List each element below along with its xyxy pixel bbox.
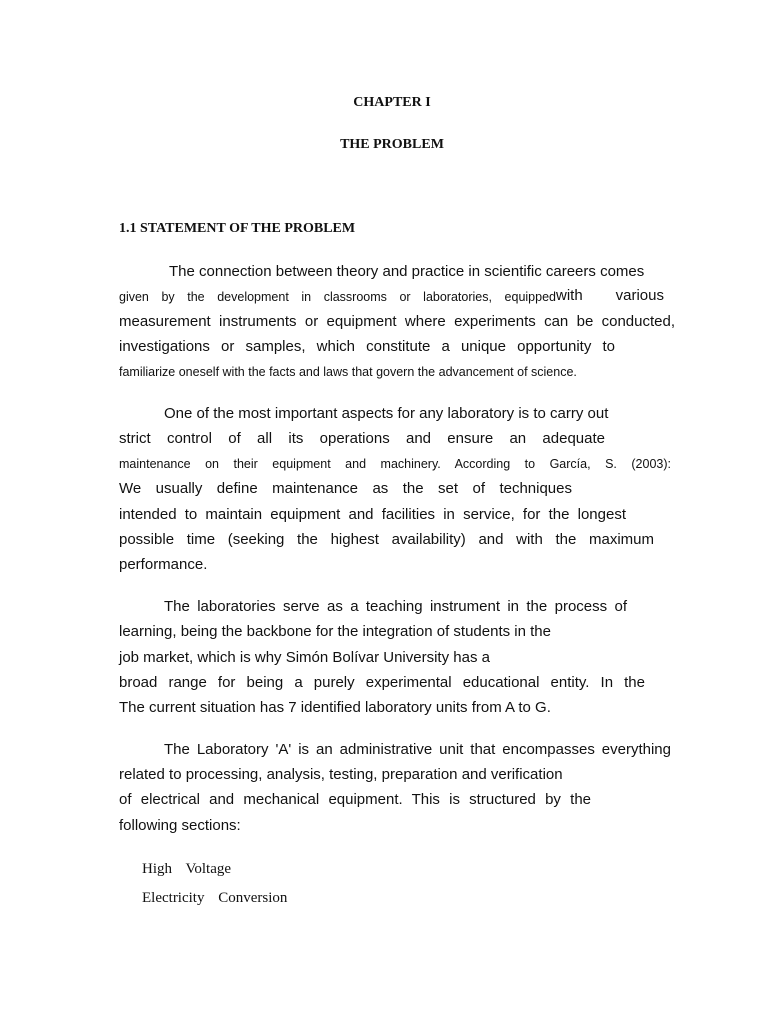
paragraph-2-line-5: intended to maintain equipment and facilities in service, for the longest — [119, 506, 626, 523]
section-item-electricity-conversion: Electricity Conversion — [142, 890, 288, 906]
paragraph-2-line-4: We usually define maintenance as the set of techniques — [119, 480, 572, 497]
paragraph-1-line-3: measurement instruments or equipment where experiments can be conducted, — [119, 313, 675, 330]
paragraph-4-line-2: related to processing, analysis, testing, preparation and verification — [119, 766, 563, 783]
paragraph-2-line-1: One of the most important aspects for any laboratory is to carry out — [164, 405, 609, 422]
paragraph-4-line-3: of electrical and mechanical equipment. This is structured by the — [119, 791, 591, 808]
paragraph-3-line-4: broad range for being a purely experimental educational entity. In the — [119, 674, 645, 691]
paragraph-2-line-6: possible time (seeking the highest availability) and with the maximum — [119, 531, 654, 548]
paragraph-4-line-1: The Laboratory 'A' is an administrative unit that encompasses everything — [164, 741, 671, 758]
paragraph-3-line-3: job market, which is why Simón Bolívar University has a — [119, 649, 490, 666]
chapter-title: THE PROBLEM — [340, 137, 444, 152]
paragraph-1-line-1: The connection between theory and practice in scientific careers comes — [169, 263, 645, 280]
chapter-label: CHAPTER I — [353, 95, 431, 110]
paragraph-1-line-2-end: with various — [556, 287, 664, 304]
paragraph-3-line-1: The laboratories serve as a teaching instrument in the process of — [164, 598, 627, 615]
paragraph-4-line-4: following sections: — [119, 817, 241, 834]
paragraph-2-line-2: strict control of all its operations and ensure an adequate — [119, 430, 605, 447]
section-heading: 1.1 STATEMENT OF THE PROBLEM — [119, 221, 356, 236]
paragraph-3-line-5: The current situation has 7 identified laboratory units from A to G. — [119, 699, 551, 716]
section-item-high-voltage: High Voltage — [142, 861, 232, 877]
paragraph-1-line-2-start: given by the development in classrooms or laboratories, equipped — [119, 290, 556, 304]
paragraph-1-line-4: investigations or samples, which constitute a unique opportunity to — [119, 338, 615, 355]
paragraph-3-line-2: learning, being the backbone for the integration of students in the — [119, 623, 551, 640]
paragraph-2-line-7: performance. — [119, 556, 208, 573]
paragraph-1-line-5: familiarize oneself with the facts and laws that govern the advancement of science. — [119, 365, 577, 379]
paragraph-2-line-3: maintenance on their equipment and machinery. According to García, S. (2003): — [119, 457, 671, 471]
